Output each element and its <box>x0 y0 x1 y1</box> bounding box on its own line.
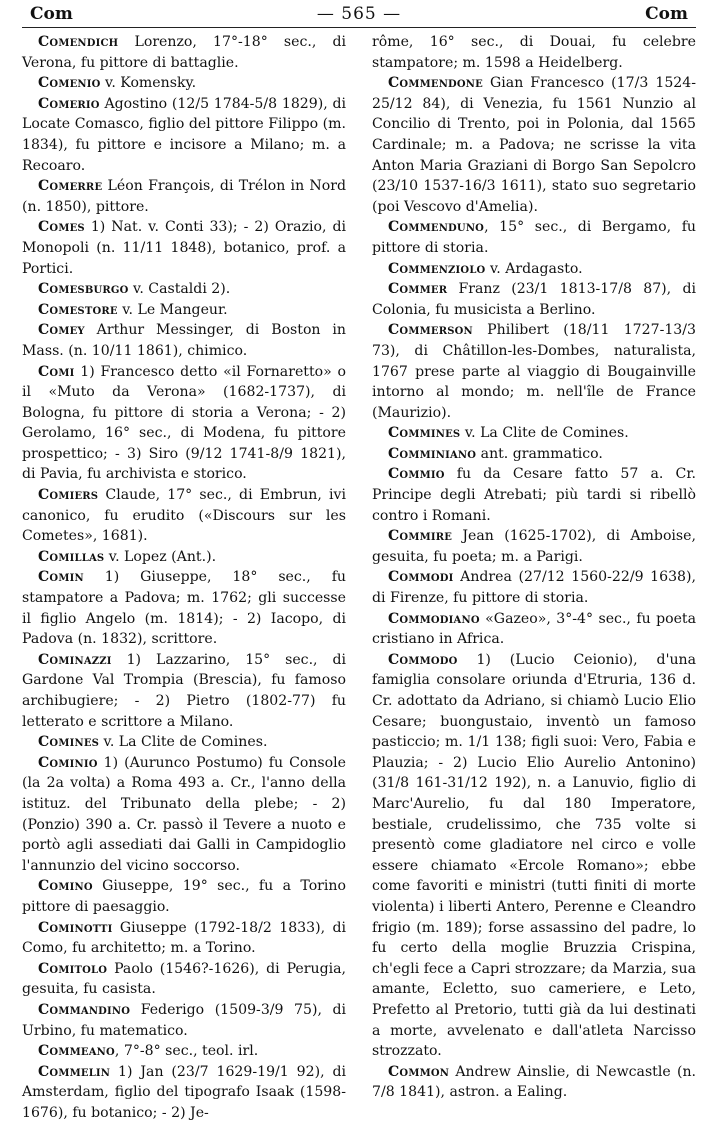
entry-text: 1) Nat. v. Conti 33); - 2) Orazio, di Monopoli (n. 11/11 1848), botanico, prof. a Portici. <box>22 219 346 277</box>
entry-text: 1) Francesco detto «il Fornaretto» o il «Muto da Verona» (1682-1737), di Bologna, fu pittore di storia a Verona; - 2) Gerolamo, 16° sec., di Modena, fu pittore prospettico; - 3) Siro (9/12 1741-8/9 1821), di Pavia, fu archivista e storico. <box>22 363 346 483</box>
dictionary-entry <box>22 279 346 300</box>
dictionary-entry <box>372 32 696 73</box>
dictionary-entry <box>22 217 346 279</box>
entry-headword: Comminiano <box>388 445 477 462</box>
entry-headword: Cominazzi <box>38 651 112 668</box>
dictionary-entry <box>372 259 696 280</box>
dictionary-entry <box>22 73 346 94</box>
dictionary-entry <box>22 94 346 176</box>
dictionary-entry <box>22 732 346 753</box>
entry-headword: Commenziolo <box>388 260 486 277</box>
entry-headword: Commendone <box>388 75 483 92</box>
dictionary-entry <box>22 547 346 568</box>
entry-text: Federigo (1509-3/9 75), di Urbino, fu matematico. <box>22 1001 346 1039</box>
entry-text: v. Ardagasto. <box>485 260 583 277</box>
entry-text: Giuseppe (1792-18/2 1833), di Como, fu architetto; m. a Torino. <box>22 919 346 957</box>
dictionary-entry <box>22 1062 346 1124</box>
right-column <box>372 32 696 1123</box>
dictionary-entry <box>22 959 346 1000</box>
entry-headword: Comin <box>38 569 84 586</box>
entry-headword: Comendich <box>38 34 119 50</box>
dictionary-entry <box>372 650 696 1062</box>
entry-text: v. Lopez (Ant.). <box>104 548 217 565</box>
entry-headword: Comey <box>38 322 85 339</box>
dictionary-entry <box>22 567 346 649</box>
entry-text: 1) (Lucio Ceionio), d'una famiglia consolare oriunda d'Etruria, 136 d. Cr. adottato da Adriano, si chiamò Lucio Elio Cesare; buongustaio, inventò un famoso pasticcio; m. 1/1 138; figli suoi: Vero, Fabia e Plauzia; - 2) Lucio Elio Aurelio Antonino) (31/8 161-31/12 192), n. a Lanuvio, figlio di Marc'Aurelio, fu dal 180 Imperatore, bestiale, crudelissimo, che 735 volte si presentò come gladiatore nel circo e volle essere chiamato «Ercole Romano»; ebbe come favoriti e ministri (tutti finiti di morte violenta) i liberti Antero, Perenne e Cleandro frigio (m. 189); forse assassino del padre, lo fu certo della moglie Bruzzia Crispina, ch'egli fece a Capri strozzare; da Marzia, sua amante, Ecletto, suo cameriere, e Leto, Prefetto al Pretorio, tutti già da lui destinati a morte, avvelenato e dall'atleta Narcisso strozzato. <box>372 651 696 1060</box>
dictionary-entry <box>372 320 696 423</box>
columns <box>22 32 696 1123</box>
entry-headword: Commeano <box>38 1043 115 1060</box>
dictionary-entry <box>372 1062 696 1103</box>
entry-headword: Comitolo <box>38 960 108 977</box>
dictionary-entry <box>22 918 346 959</box>
entry-text: v. Le Mangeur. <box>117 301 228 318</box>
entry-headword: Commodo <box>388 651 458 668</box>
entry-headword: Comenio <box>38 75 101 92</box>
entry-text: 1) (Aurunco Postumo) fu Console (la 2a volta) a Roma 493 a. Cr., l'anno della istituz. del Tribunato della plebe; - 2) (Ponzio) 390 a. Cr. passò il Tevere a nuoto e portò agli assediati dai Galli in Campidoglio l'annunzio del vicino soccorso. <box>22 754 346 874</box>
dictionary-entry <box>372 567 696 608</box>
entry-text: v. Castaldi 2). <box>128 281 231 298</box>
entry-text: Agostino (12/5 1784-5/8 1829), di Locate Comasco, figlio del pittore Filippo (m. 1834), fu pittore e incisore a Milano; m. a Recoaro. <box>22 95 346 174</box>
header-right-catchword: Com <box>645 4 688 24</box>
entry-headword: Commodiano <box>388 610 480 627</box>
entry-headword: Comi <box>38 363 75 380</box>
entry-headword: Commandino <box>38 1001 131 1018</box>
dictionary-entry <box>22 1041 346 1062</box>
dictionary-entry <box>372 444 696 465</box>
dictionary-entry <box>372 609 696 650</box>
entry-headword: Comines <box>38 734 100 751</box>
entry-headword: Comerre <box>38 178 103 195</box>
dictionary-entry <box>22 300 346 321</box>
dictionary-entry <box>372 73 696 217</box>
header-rule <box>22 27 696 28</box>
entry-headword: Commines <box>388 425 461 442</box>
dictionary-entry <box>372 217 696 258</box>
dictionary-entry <box>22 32 346 73</box>
page-number: — 565 — <box>316 4 402 24</box>
entry-text: , 15° sec., di Bergamo, fu pittore di storia. <box>372 219 696 256</box>
entry-headword: Comillas <box>38 548 105 565</box>
page-header <box>22 2 696 26</box>
entry-headword: Commio <box>388 466 445 483</box>
entry-text: Franz (23/1 1813-17/8 87), di Colonia, fu musicista a Berlino. <box>372 281 696 318</box>
entry-headword: Cominio <box>38 754 98 771</box>
dictionary-entry <box>22 320 346 361</box>
entry-headword: Commerson <box>388 322 473 339</box>
entry-text: v. Komensky. <box>100 75 197 92</box>
dictionary-entry <box>372 526 696 567</box>
entry-headword: Cominotti <box>38 919 113 936</box>
entry-text: 1) Lazzarino, 15° sec., di Gardone Val Trompia (Brescia), fu famoso archibugiere; - 2) Pietro (1802-77) fu letterato e scrittore a Milano. <box>22 651 346 730</box>
dictionary-entry <box>22 1000 346 1041</box>
entry-text: Arthur Messinger, di Boston in Mass. (n. 10/11 1861), chimico. <box>22 322 346 359</box>
entry-headword: Commire <box>388 528 453 545</box>
dictionary-entry <box>22 753 346 877</box>
entry-headword: Commenduno <box>388 219 485 236</box>
entry-headword: Comestore <box>38 301 118 318</box>
dictionary-entry <box>22 650 346 732</box>
dictionary-entry <box>22 176 346 217</box>
entry-text: fu da Cesare fatto 57 a. Cr. Principe degli Atrebati; più tardi si ribellò contro i Romani. <box>372 466 696 524</box>
entry-text: Giuseppe, 19° sec., fu a Torino pittore di paesaggio. <box>22 878 346 915</box>
entry-headword: Common <box>388 1063 450 1080</box>
entry-headword: Comino <box>38 878 93 895</box>
dictionary-entry <box>372 279 696 320</box>
entry-text: Gian Francesco (17/3 1524-25/12 84), di Venezia, fu 1561 Nunzio al Concilio di Trento, poi in Polonia, dal 1565 Cardinale; m. a Padova; ne scrisse la vita Anton Maria Graziani di Borgo San Sepolcro (23/10 1537-16/3 1611), stato suo segretario (poi Vescovo d'Amelia). <box>372 75 696 215</box>
dictionary-entry <box>22 485 346 547</box>
entry-text: Claude, 17° sec., di Embrun, ivi canonico, fu erudito («Discours sur les Cometes», 1681). <box>22 487 346 545</box>
entry-text: Andrea (27/12 1560-22/9 1638), di Firenze, fu pittore di storia. <box>372 569 696 607</box>
entry-text: v. La Clite de Comines. <box>460 425 629 442</box>
entry-headword: Commodi <box>388 569 454 586</box>
entry-text: v. La Clite de Comines. <box>99 734 268 751</box>
dictionary-entry <box>372 464 696 526</box>
entry-text: Paolo (1546?-1626), di Perugia, gesuita, fu casista. <box>22 960 346 998</box>
entry-headword: Comes <box>38 219 85 236</box>
entry-text: Lorenzo, 17°-18° sec., di Verona, fu pittore di battaglie. <box>22 34 346 71</box>
header-left-catchword: Com <box>30 4 73 24</box>
entry-headword: Commer <box>388 281 448 298</box>
entry-text: ant. grammatico. <box>476 445 603 462</box>
entry-text: Andrew Ainslie, di Newcastle (n. 7/8 1841), astron. a Ealing. <box>372 1063 696 1101</box>
entry-text: 1) Jan (23/7 1629-19/1 92), di Amsterdam, figlio del tipografo Isaak (1598-1676), fu botanico; - 2) Je- <box>22 1063 346 1121</box>
dictionary-entry <box>22 362 346 486</box>
left-column <box>22 32 346 1123</box>
entry-text: rôme, 16° sec., di Douai, fu celebre stampatore; m. 1598 a Heidelberg. <box>372 34 696 71</box>
entry-text: , 7°-8° sec., teol. irl. <box>114 1043 259 1060</box>
entry-headword: Commelin <box>38 1063 111 1080</box>
entry-text: Jean (1625-1702), di Amboise, gesuita, fu poeta; m. a Parigi. <box>372 528 696 565</box>
entry-text: Léon François, di Trélon in Nord (n. 1850), pittore. <box>22 178 346 215</box>
dictionary-entry <box>22 876 346 917</box>
entry-text: Philibert (18/11 1727-13/3 73), di Châtillon-les-Dombes, naturalista, 1767 prese parte al viaggio di Bougainville intorno al mondo; m. nell'île de France (Maurizio). <box>372 322 696 421</box>
entry-headword: Comerio <box>38 95 100 112</box>
entry-headword: Comiers <box>38 487 99 504</box>
dictionary-entry <box>372 423 696 444</box>
entry-text: «Gazeo», 3°-4° sec., fu poeta cristiano in Africa. <box>372 610 696 648</box>
entry-headword: Comesburgo <box>38 281 129 298</box>
entry-text: 1) Giuseppe, 18° sec., fu stampatore a Padova; m. 1762; gli successe il figlio Angelo (m. 1814); - 2) Iacopo, di Padova (n. 1832), scrittore. <box>22 569 346 648</box>
